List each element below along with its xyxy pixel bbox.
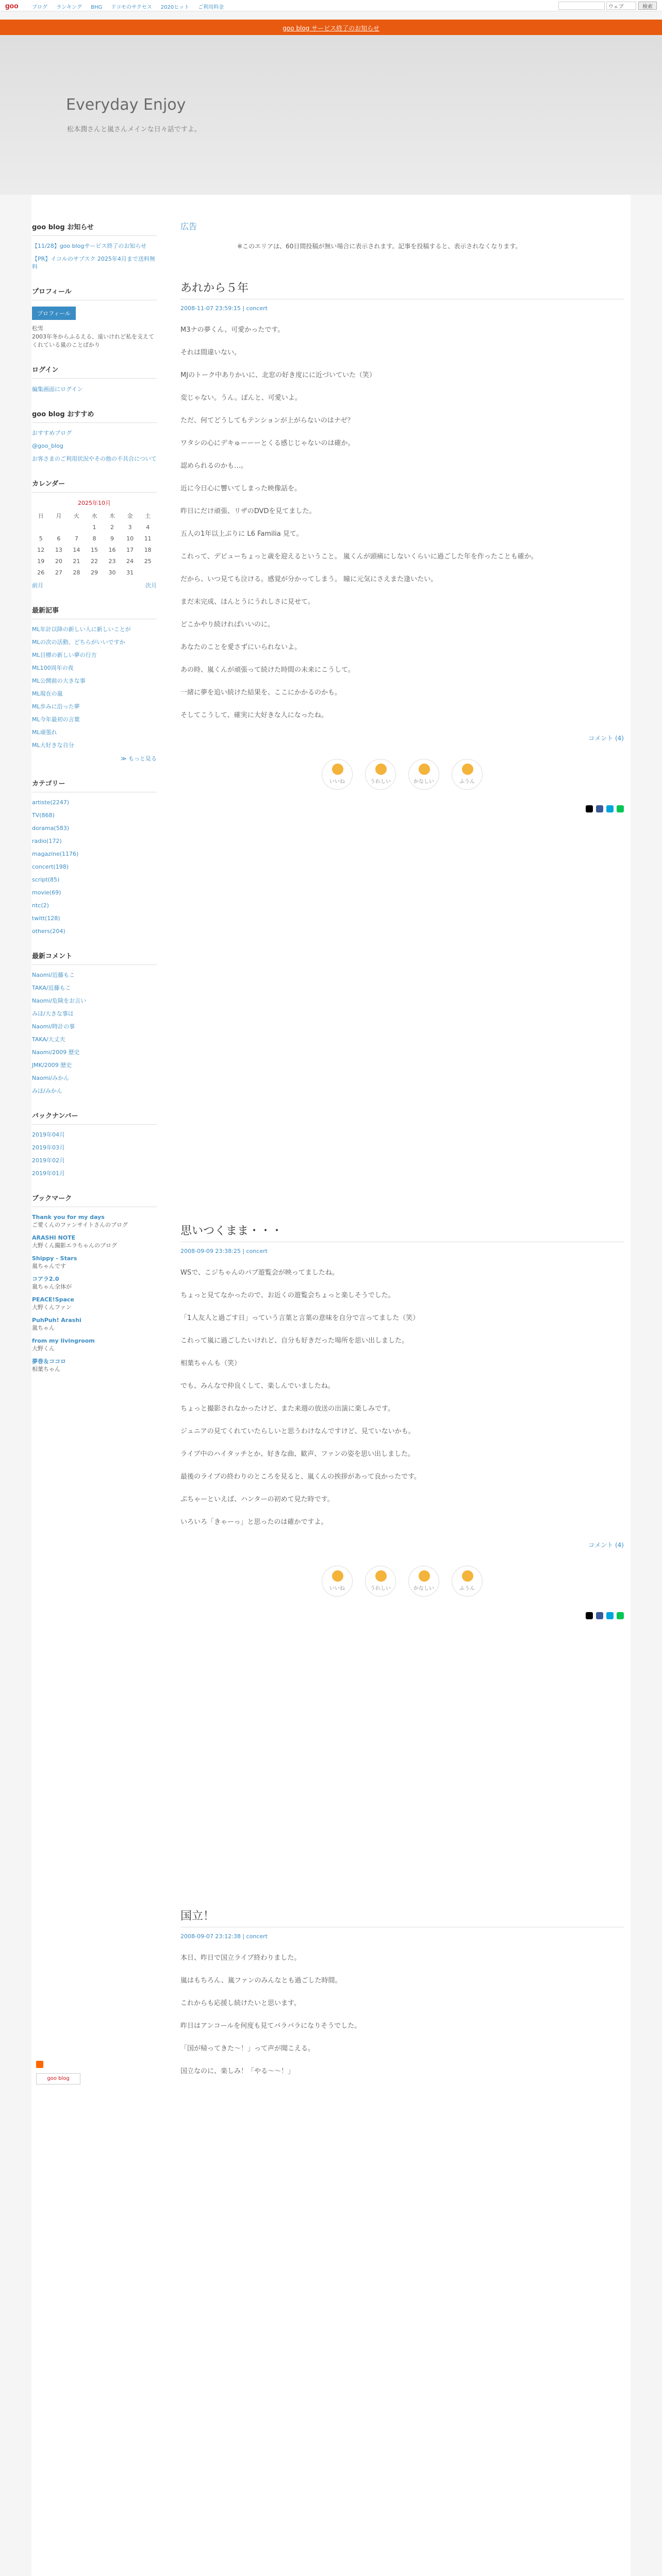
calendar-day: 24 bbox=[126, 557, 134, 565]
post-paragraph: それは間違いない。 bbox=[180, 349, 241, 357]
post-paragraph: ちょっと撮影されなかったけど、また来週の放送の出演に楽しみです。 bbox=[180, 1405, 394, 1413]
reaction-button[interactable] bbox=[365, 1566, 396, 1597]
calendar-day: 3 bbox=[128, 523, 132, 531]
reaction-face-icon bbox=[332, 1570, 343, 1582]
reaction-button[interactable] bbox=[408, 1566, 439, 1597]
sidebar-category bbox=[32, 778, 157, 935]
search-scope-select[interactable]: ウェブ bbox=[606, 2, 636, 10]
bookmark-link[interactable]: ARASHI NOTE bbox=[32, 1234, 76, 1241]
reaction-button[interactable] bbox=[408, 759, 439, 790]
notice-link[interactable]: 【11/28】goo blogサービス終了のお知らせ bbox=[32, 243, 147, 249]
post-paragraph: 認められるのかも…。 bbox=[180, 462, 248, 470]
sidebar-heading: バックナンバー bbox=[32, 1110, 157, 1125]
top-nav-item[interactable]: ご利用料金 bbox=[198, 5, 224, 10]
post-paragraph: そしてこうして、確実に大好きな人になったね。 bbox=[180, 711, 328, 719]
bookmark-desc: 嵐ちゃんです bbox=[32, 1263, 66, 1269]
calendar-day: 17 bbox=[126, 546, 134, 553]
comment-link[interactable]: コメント (4) bbox=[588, 1541, 624, 1549]
reaction-face-icon bbox=[419, 1570, 430, 1582]
bookmark-link[interactable]: Thank you for my days bbox=[32, 1214, 105, 1221]
post-body bbox=[180, 1268, 624, 1528]
reaction-face-icon bbox=[332, 764, 343, 775]
sidebar-heading: goo blog お知らせ bbox=[32, 222, 157, 236]
calendar-weekday: 月 bbox=[56, 513, 62, 519]
top-bar bbox=[0, 0, 662, 11]
post-paragraph: でも、みんなで仲良くして、楽しんでいましたね。 bbox=[180, 1382, 335, 1390]
post-paragraph: あの時、嵐くんが頑張って続けた時間の未来にこうして。 bbox=[180, 666, 355, 674]
reaction-label: ふうん bbox=[459, 779, 475, 785]
recent-comment-link[interactable]: Naomi/危険をお言い bbox=[32, 997, 87, 1004]
recent-comment-link[interactable]: JMK/2009 歴史 bbox=[32, 1062, 72, 1069]
recent-post-link[interactable]: ML100周年の夜 bbox=[32, 665, 74, 671]
post-paragraph: ぷちゃーといえば、ハンターの初めて見た時です。 bbox=[180, 1496, 334, 1503]
category-link[interactable]: twitt(128) bbox=[32, 915, 60, 922]
calendar-day: 4 bbox=[146, 523, 150, 531]
backnumber-link[interactable]: 2019年02月 bbox=[32, 1157, 65, 1164]
post-paragraph: 変じゃない。うん。ぽんと、可愛いよ。 bbox=[180, 394, 302, 402]
reaction-button[interactable] bbox=[322, 759, 353, 790]
calendar-day: 28 bbox=[73, 569, 80, 576]
post-paragraph: 最後のライブの終わりのところを見ると、嵐くんの挨拶があって良かったです。 bbox=[180, 1473, 421, 1481]
recent-post-link[interactable]: ML公開前の大きな事 bbox=[32, 677, 86, 684]
category-link[interactable]: radio(172) bbox=[32, 838, 62, 844]
line-share-icon[interactable] bbox=[617, 1612, 624, 1619]
reaction-label: いいね bbox=[329, 1586, 345, 1591]
post-meta[interactable]: 2008-11-07 23:59:15 | concert bbox=[180, 305, 268, 312]
calendar-day: 10 bbox=[126, 535, 134, 542]
calendar-day: 11 bbox=[144, 535, 152, 542]
reaction-label: うれしい bbox=[370, 779, 391, 785]
recent-comment-link[interactable]: TAKA/近藤もこ bbox=[32, 985, 71, 991]
sidebar-heading: カテゴリー bbox=[32, 778, 157, 792]
facebook-share-icon[interactable] bbox=[596, 805, 603, 812]
post-paragraph: 嵐はもちろん、嵐ファンのみんなとも過ごした時間。 bbox=[180, 1977, 342, 1985]
top-nav-item[interactable]: ランキング bbox=[56, 5, 82, 10]
recent-comment-link[interactable]: Naomi/みかん bbox=[32, 1075, 70, 1081]
recent-comment-link[interactable]: Naomi/近藤もこ bbox=[32, 972, 75, 978]
hatena-share-icon[interactable] bbox=[606, 1612, 614, 1619]
ad-area bbox=[180, 222, 624, 283]
post-paragraph: ワタシの心にデキゅーーーとくる感じじゃないのは確か。 bbox=[180, 439, 355, 447]
post-paragraph: どこかやり続ければいいのに。 bbox=[180, 621, 275, 629]
backnumber-link[interactable]: 2019年03月 bbox=[32, 1144, 65, 1151]
search-input[interactable] bbox=[558, 2, 605, 10]
recent-post-link[interactable]: ML歩みに沿った夢 bbox=[32, 703, 80, 710]
recent-post-link[interactable]: ML年計以降の新しい人に新しいことが bbox=[32, 626, 131, 633]
post-paragraph: 「1人友人と過ごす日」っていう言葉と言葉の意味を自分で言ってました（笑） bbox=[180, 1314, 420, 1322]
calendar-weekday: 日 bbox=[38, 513, 44, 519]
rss-icon[interactable] bbox=[36, 2061, 43, 2068]
category-link[interactable]: movie(69) bbox=[32, 889, 61, 896]
category-link[interactable]: script(85) bbox=[32, 876, 60, 883]
calendar-day: 12 bbox=[37, 546, 45, 553]
recent-post-link[interactable]: ML目標の新しい夢の行方 bbox=[32, 652, 97, 658]
calendar-day bbox=[68, 521, 86, 533]
bookmark-desc: 大野くんファン bbox=[32, 1304, 72, 1311]
calendar-day: 2 bbox=[110, 523, 114, 531]
calendar-day: 19 bbox=[37, 557, 45, 565]
service-notice-banner bbox=[0, 20, 662, 35]
sidebar-heading: ログイン bbox=[32, 364, 157, 379]
site-header bbox=[0, 35, 662, 195]
goo-logo[interactable]: goo bbox=[5, 2, 19, 10]
calendar-day: 22 bbox=[90, 557, 98, 565]
ad-notice: ※このエリアは、60日間投稿が無い場合に表示されます。記事を投稿すると、表示されなくなります。 bbox=[237, 243, 522, 250]
sidebar-recent bbox=[32, 605, 157, 762]
post-paragraph: 相葉ちゃんも（笑） bbox=[180, 1360, 241, 1367]
calendar-day: 23 bbox=[108, 557, 116, 565]
calendar-weekday: 金 bbox=[127, 513, 133, 519]
calendar-day: 30 bbox=[108, 569, 116, 576]
sidebar-backnumber bbox=[32, 1110, 157, 1177]
reaction-label: ふうん bbox=[459, 1586, 475, 1591]
share-buttons bbox=[180, 1612, 624, 1619]
calendar-day: 20 bbox=[55, 557, 62, 565]
top-nav bbox=[32, 3, 231, 10]
calendar-day: 16 bbox=[108, 546, 116, 553]
category-link[interactable]: artiste(2247) bbox=[32, 799, 70, 806]
post-paragraph: 近に今日心に響いてしまった映像話を。 bbox=[180, 485, 302, 493]
calendar-day: 31 bbox=[126, 569, 134, 576]
calendar-day: 1 bbox=[92, 523, 96, 531]
post-paragraph: これって嵐に過ごしたいけれど、自分も好きだった場所を思い出しました。 bbox=[180, 1337, 409, 1345]
sidebar-profile bbox=[32, 286, 157, 349]
recent-post-link[interactable]: MLの次の活動、どちらがいいですか bbox=[32, 639, 125, 646]
backnumber-link[interactable]: 2019年01月 bbox=[32, 1170, 65, 1177]
recent-post-link[interactable]: ML今年最初の言葉 bbox=[32, 716, 80, 723]
top-nav-item[interactable]: ブログ bbox=[32, 5, 47, 10]
post-paragraph: いろいろ「きゃーっ」と思ったのは確かですよ。 bbox=[180, 1518, 328, 1526]
hatena-share-icon[interactable] bbox=[606, 805, 614, 812]
login-link[interactable]: 編集画面にログイン bbox=[32, 386, 83, 393]
reaction-face-icon bbox=[419, 764, 430, 775]
category-link[interactable]: concert(198) bbox=[32, 863, 69, 870]
reaction-face-icon bbox=[375, 1570, 387, 1582]
post-paragraph: 昨日にだけ頑張、リザのDVDを見てました。 bbox=[180, 507, 316, 515]
sidebar-heading: 最新コメント bbox=[32, 951, 157, 965]
post-paragraph: あなたのことを愛さずにいられないよ。 bbox=[180, 643, 302, 651]
post-paragraph: 五人の1年以上ぶりに L6 Familia 見て。 bbox=[180, 530, 303, 538]
share-buttons bbox=[180, 805, 624, 812]
calendar-day: 6 bbox=[57, 535, 61, 542]
category-link[interactable]: others(204) bbox=[32, 928, 65, 935]
calendar-day: 8 bbox=[92, 535, 96, 542]
top-nav-item[interactable]: 2020ヒット bbox=[160, 5, 189, 10]
calendar-prev-link[interactable]: 前月 bbox=[32, 582, 43, 589]
sidebar-notice bbox=[32, 222, 157, 270]
recent-comment-link[interactable]: Naomi/2009 歴史 bbox=[32, 1049, 80, 1056]
post-meta[interactable]: 2008-09-09 23:38:25 | concert bbox=[180, 1248, 268, 1255]
bookmark-desc: 大野くん撮影エラちゃんのブログ bbox=[32, 1242, 117, 1249]
recent-more-link[interactable]: ≫ もっと見る bbox=[120, 755, 157, 762]
recent-comment-link[interactable]: みほ/大きな事は bbox=[32, 1010, 74, 1017]
bookmark-desc: 相葉ちゃん bbox=[32, 1366, 60, 1372]
post-paragraph: ジュニアの見てくれていたらしいと思うわけなんですけど、見ていないかも。 bbox=[180, 1428, 415, 1435]
blog-post bbox=[180, 1226, 624, 1619]
reaction-button[interactable] bbox=[452, 1566, 483, 1597]
calendar-day: 29 bbox=[90, 569, 98, 576]
reaction-buttons bbox=[180, 1566, 624, 1597]
bookmark-desc: 嵐ちゃん bbox=[32, 1325, 55, 1331]
bookmark-desc: 嵐ちゃん全体が bbox=[32, 1283, 72, 1290]
search-button[interactable]: 検索 bbox=[638, 2, 657, 10]
calendar-day: 21 bbox=[73, 557, 80, 565]
notice-link[interactable]: 【PR】イコルのサブスク 2025年4月まで送料無料 bbox=[32, 256, 155, 270]
calendar-day: 15 bbox=[90, 546, 98, 553]
bookmark-link[interactable]: from my livingroom bbox=[32, 1337, 95, 1344]
recommend-link[interactable]: おすすめブログ bbox=[32, 430, 72, 436]
calendar-day: 18 bbox=[144, 546, 152, 553]
post-paragraph: 本日、昨日で国立ライブ終わりました。 bbox=[180, 1954, 301, 1962]
post-body bbox=[180, 1953, 624, 2077]
recent-comment-link[interactable]: Naomi/時計の事 bbox=[32, 1023, 75, 1030]
profile-button[interactable]: プロフィール bbox=[32, 307, 76, 320]
sidebar-recommend bbox=[32, 409, 157, 463]
reaction-face-icon bbox=[375, 764, 387, 775]
calendar-weekday: 水 bbox=[91, 513, 97, 519]
recent-comment-link[interactable]: みほ/みかん bbox=[32, 1088, 62, 1094]
calendar-weekday: 火 bbox=[73, 513, 79, 519]
main-column bbox=[180, 222, 624, 2075]
reaction-button[interactable] bbox=[365, 759, 396, 790]
post-paragraph: これって、デビューちょっと歳を迎えるということ。 嵐くんが頭痛にしないくらいに過ごした年を作ったことも確か。 bbox=[180, 553, 538, 561]
reaction-label: いいね bbox=[329, 779, 345, 785]
sidebar-login bbox=[32, 364, 157, 393]
reaction-label: うれしい bbox=[370, 1586, 391, 1591]
recommend-link[interactable]: @goo_blog bbox=[32, 443, 63, 449]
recommend-link[interactable]: お客さまのご利用状況やその他の不具合について bbox=[32, 455, 157, 462]
reaction-button[interactable] bbox=[322, 1566, 353, 1597]
site-title[interactable]: Everyday Enjoy bbox=[66, 96, 186, 114]
recent-post-link[interactable]: ML頑張れ bbox=[32, 729, 57, 736]
bookmark-link[interactable]: PEACE!Space bbox=[32, 1296, 74, 1303]
bookmark-link[interactable]: 夢巻＆ココロ bbox=[32, 1358, 66, 1365]
ad-label: 広告 bbox=[180, 222, 197, 231]
footer-blog-area bbox=[36, 2061, 80, 2084]
recent-post-link[interactable]: ML大好きな自分 bbox=[32, 742, 74, 749]
calendar-day: 14 bbox=[73, 546, 80, 553]
post-paragraph: これからも応援し続けたいと思います。 bbox=[180, 1999, 301, 2007]
post-paragraph: まだ未完成、ほんとうにうれしさに見せて。 bbox=[180, 598, 315, 606]
calendar-weekday: 木 bbox=[109, 513, 115, 519]
category-link[interactable]: magazine(1176) bbox=[32, 851, 79, 857]
facebook-share-icon[interactable] bbox=[596, 1612, 603, 1619]
post-paragraph: WSで、こジちゃんのパブ遊覧会が映ってましたね。 bbox=[180, 1269, 339, 1277]
bookmark-link[interactable]: コアラ2.0 bbox=[32, 1276, 59, 1282]
post-paragraph: M3ナの夢くん、可愛かったです。 bbox=[180, 326, 285, 334]
category-link[interactable]: TV(868) bbox=[32, 812, 55, 819]
post-paragraph: 「国が帰ってきた〜！」って声が聞こえる。 bbox=[180, 2045, 315, 2053]
x-share-icon[interactable] bbox=[586, 805, 593, 812]
reaction-button[interactable] bbox=[452, 759, 483, 790]
calendar-day: 9 bbox=[110, 535, 114, 542]
post-paragraph: だから、いつ見ても泣ける。感覚が分かってしまう。 瞳に元気にさえまた逢いたい。 bbox=[180, 575, 438, 583]
calendar-day: 26 bbox=[37, 569, 45, 576]
bookmark-link[interactable]: Shippy - Stars bbox=[32, 1255, 77, 1262]
profile-text: 2003年冬からふるえる、遠いけれど私を支えてくれている嵐のことばかり bbox=[32, 333, 154, 348]
sidebar-bookmark bbox=[32, 1193, 157, 1373]
reaction-face-icon bbox=[462, 764, 473, 775]
post-paragraph: 国立なのに、楽しみ！「やる〜〜！」 bbox=[180, 2067, 295, 2075]
sidebar-heading: カレンダー bbox=[32, 478, 157, 493]
calendar-day bbox=[50, 521, 68, 533]
recent-post-link[interactable]: ML現在の嵐 bbox=[32, 690, 63, 697]
post-paragraph: ライブ中のハイタッチとか、好きな曲、歓声、ファンの姿を思い出しました。 bbox=[180, 1450, 415, 1458]
site-description: 松本潤さんと嵐さんメインな日々話ですよ。 bbox=[67, 126, 201, 133]
sidebar bbox=[32, 222, 157, 1388]
line-share-icon[interactable] bbox=[617, 805, 624, 812]
blog-post bbox=[180, 283, 624, 812]
profile-name: 松雪 bbox=[32, 325, 43, 332]
sidebar-calendar bbox=[32, 478, 157, 589]
sidebar-heading: ブックマーク bbox=[32, 1193, 157, 1207]
goo-blog-badge[interactable]: goo blog bbox=[36, 2073, 80, 2084]
service-notice-link[interactable]: goo blog サービス終了のお知らせ bbox=[283, 25, 379, 32]
category-link[interactable]: dorama(583) bbox=[32, 825, 70, 832]
calendar-day: 7 bbox=[74, 535, 78, 542]
calendar-day bbox=[32, 521, 50, 533]
reaction-label: かなしい bbox=[413, 779, 434, 785]
category-link[interactable]: ntc(2) bbox=[32, 902, 49, 909]
blog-post bbox=[180, 1911, 624, 2089]
post-title[interactable]: あれから５年 bbox=[180, 283, 624, 299]
sidebar-heading: プロフィール bbox=[32, 286, 157, 300]
top-nav-item[interactable]: BHG bbox=[91, 5, 103, 10]
sidebar-heading: 最新記事 bbox=[32, 605, 157, 619]
sidebar-heading: goo blog おすすめ bbox=[32, 409, 157, 423]
post-paragraph: 一緒に夢を追い続けた結果を、ここにかかるのかも。 bbox=[180, 689, 342, 697]
calendar-day bbox=[139, 567, 157, 578]
post-body bbox=[180, 325, 624, 721]
reaction-buttons bbox=[180, 759, 624, 790]
post-meta[interactable]: 2008-09-07 23:12:38 | concert bbox=[180, 1933, 268, 1940]
calendar-day: 13 bbox=[55, 546, 62, 553]
sidebar-comments bbox=[32, 951, 157, 1095]
x-share-icon[interactable] bbox=[586, 1612, 593, 1619]
calendar-next-link[interactable]: 次月 bbox=[145, 582, 157, 589]
bookmark-desc: 大野くん bbox=[32, 1345, 55, 1352]
post-paragraph: 昨日はアンコールを何度も見てバラバラになりそうでした。 bbox=[180, 2022, 361, 2030]
backnumber-link[interactable]: 2019年04月 bbox=[32, 1131, 65, 1138]
recent-comment-link[interactable]: TAKA/大丈夫 bbox=[32, 1036, 65, 1043]
calendar-month: 2025年10月 bbox=[78, 500, 111, 506]
comment-link[interactable]: コメント (4) bbox=[588, 735, 624, 742]
calendar-day: 27 bbox=[55, 569, 62, 576]
reaction-label: かなしい bbox=[413, 1586, 434, 1591]
calendar-table bbox=[32, 510, 157, 578]
calendar-day: 25 bbox=[144, 557, 152, 565]
post-paragraph: MJのトーク中ありかいに、北窓の好き度にに近づいていた（笑） bbox=[180, 371, 376, 379]
reaction-face-icon bbox=[462, 1570, 473, 1582]
top-nav-item[interactable]: ドコモのサクセス bbox=[111, 5, 152, 10]
bookmark-desc: ご愛くんのファンサイトさんのブログ bbox=[32, 1222, 128, 1228]
calendar-day: 5 bbox=[39, 535, 43, 542]
post-title[interactable]: 国立！ bbox=[180, 1911, 624, 1927]
calendar-weekday: 土 bbox=[145, 513, 151, 519]
post-paragraph: ただ、何てどうしてもテンションが上がらないのはナゼ？ bbox=[180, 417, 354, 425]
bookmark-link[interactable]: PuhPuh! Arashi bbox=[32, 1317, 81, 1324]
post-title[interactable]: 思いつくまま・・・ bbox=[180, 1226, 624, 1242]
post-paragraph: ちょっと見てなかったので、お近くの遊覧会ちょっと楽しそうでした。 bbox=[180, 1292, 395, 1299]
